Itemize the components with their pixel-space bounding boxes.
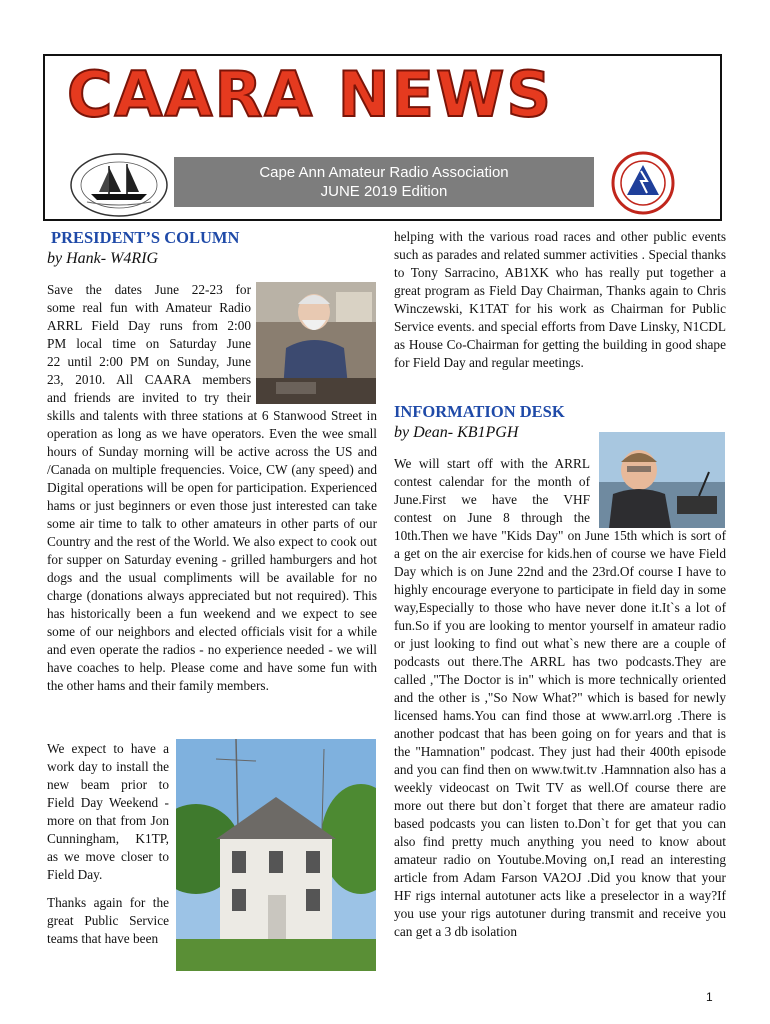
text-line: Save the dates June 22-23 for (47, 282, 251, 297)
ares-emergency-service-icon (611, 151, 675, 215)
president-narrow-lines (47, 281, 251, 407)
text-line: ARRL Field Day runs from 2:00 (47, 318, 251, 333)
text-line: PM local time on Saturday June (47, 336, 251, 351)
association-name: Cape Ann Amateur Radio Association (259, 164, 509, 181)
photo-clubhouse-image (176, 739, 376, 971)
presidents-column-heading: PRESIDENT’S COLUMN (51, 228, 240, 247)
paragraph: 10th.Then we have "Kids Day" on June 15th which is sort of a get on the air exercise for kids.hen of course we have Field Day which is on June 22nd and the 23rd.Of course I have to highly encourage everyone to participate in field day in some way,Especially to those who have never done it.It`s a lot of fun.So if you are looking to mentor yourself in amateur radio or just looking to find out what`s new there are a couple of podcasts out there.The ARRL has two podcasts.They are called ,"The Doctor is in" which is more technically oriented and the other is ,"So Now What?" which is based for newly licensed hams.You can find those at www.arrl.org .There is another podcast that has been going on for years and that is the "Hamnation" podcast. They just had their 400th episode and you can find then on www.twit.tv .Hamnnation also has a weekly videocast on Twit TV as well.Of course there are more out there but don`t forget that there are amateur radio based podcasts you can listen to.Don`t for get that you can also find pretty much anything you need to know about amateur radio on Youtube.Moving on,I read an interesting article from Adam Farson VA2OJ .Did you know that your HF rigs internal autotuner acts like a preselector in a way?If you use your rigs autotuner during transmit and receive you can get a 3 db isolation (394, 528, 726, 939)
paragraph: helping with the various road races and other public events such as parades and related summer activities . Special thanks to Tony Sarracino, AB1XK who has really put together a great program as Field Day Chairman, Thanks again to Chris Winczewski, K1TAT for his work as Chairman for Public Service events. and special efforts from Dave Linsky, N1CDL as House Co-Chairman for getting the building in good shape for Field Day and regular meetings. (394, 229, 726, 370)
paragraph: skills and talents with three stations at 6 Stanwood Street in operation as long as we have operators. Even the wee small hours of Sunday morning will be active across the US and /Canada on multiple frequencies. Voice, CW (any speed) and Digital operations will be open for participation. Experienced hams or just beginners or even those just interested can take some air time to talk to other amateurs in other parts of our Country and the rest of the World. We also expect to cook out for supper on Saturday evening - grilled hamburgers and hot dogs and the usual compliments will be available for no charge (donations always appreciated but not required). This has historically been a fun weekend and we expect to see some of our neighbors and elected officials visit for a while and even operate the radios - no experience needed - we will have coaches to help. Please come and have some fun with the other hams and their family members. (47, 408, 377, 693)
paragraph: We expect to have a work day to install the new beam prior to Field Day Weekend - more on that from Jon Cunningham, K1TP, as we move closer to Field Day. (47, 741, 169, 882)
info-rest-text (394, 527, 726, 941)
presidents-column (47, 228, 377, 270)
info-narrow-lines (394, 455, 590, 527)
photo-clubhouse (176, 739, 376, 971)
text-line: We will start off with the ARRL (394, 456, 590, 471)
text-line: and friends are invited to try their (47, 390, 251, 405)
photo-hank-image (256, 282, 376, 404)
photo-dean (599, 432, 725, 528)
caara-ship-seal-icon (69, 152, 169, 218)
masthead (43, 54, 722, 221)
presidents-column-byline: by Hank- W4RIG (47, 250, 159, 267)
edition-label: JUNE 2019 Edition (320, 183, 448, 200)
text-line: contest calendar for the month of (394, 474, 590, 489)
association-banner (174, 157, 594, 207)
photo-dean-image (599, 432, 725, 528)
president-para1-rest (47, 407, 377, 695)
text-line: 23, 2010. All CAARA members (47, 372, 251, 387)
page-number: 1 (706, 990, 713, 1004)
right-top-text (394, 228, 726, 372)
paragraph: Thanks again for the great Public Service teams that have been (47, 895, 169, 946)
text-line: 22 until 2:00 PM on Sunday, June (47, 354, 251, 369)
president-para2 (47, 740, 169, 948)
newsletter-title: CAARA NEWS (67, 58, 554, 131)
information-desk-byline: by Dean- KB1PGH (394, 424, 519, 441)
photo-hank-at-radio (256, 282, 376, 404)
information-desk-heading: INFORMATION DESK (394, 402, 565, 421)
text-line: some real fun with Amateur Radio (47, 300, 251, 315)
text-line: June.First we have the VHF (394, 492, 590, 507)
text-line: contest on June 8 through the (394, 510, 590, 525)
